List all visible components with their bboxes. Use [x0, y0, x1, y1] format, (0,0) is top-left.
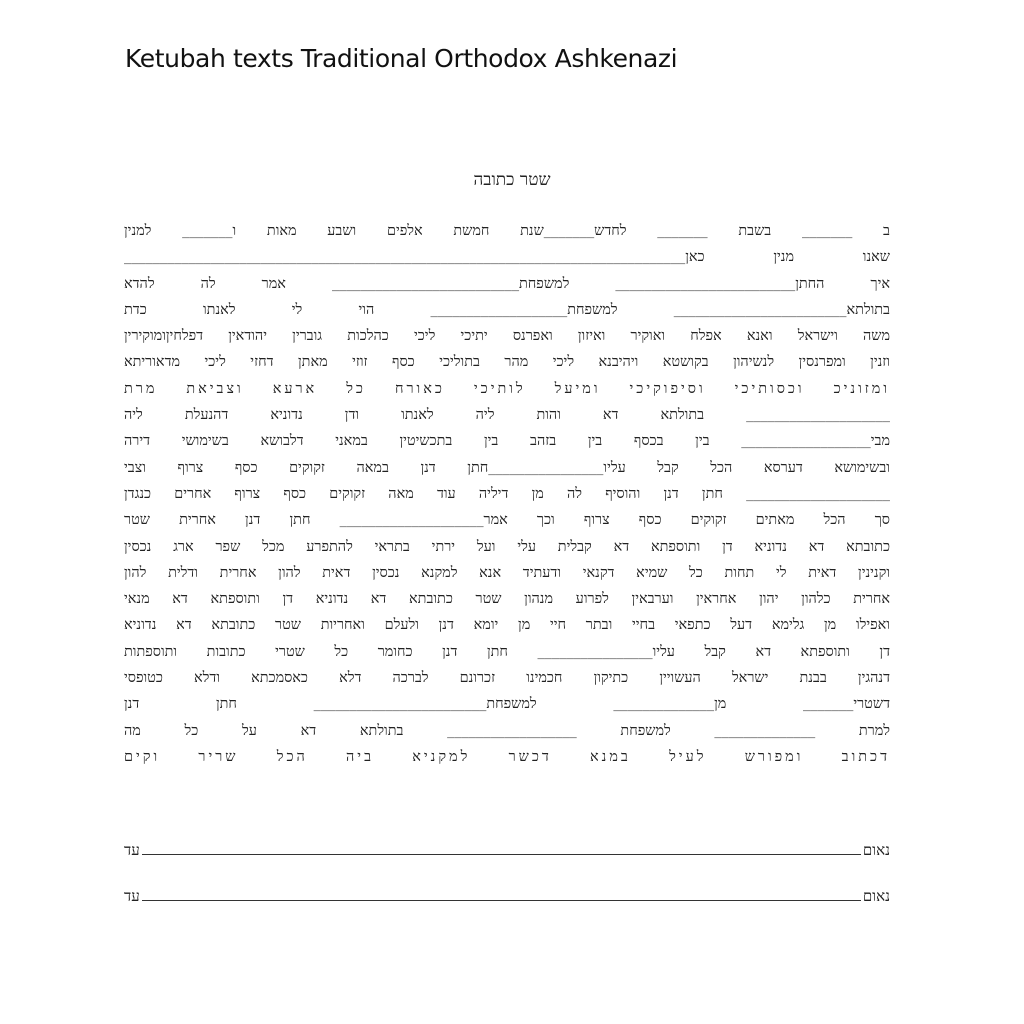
ketubah-line-19: דשטרי_______ מן______________ למשפחת________________________ חתן דנן — [124, 696, 890, 713]
signature-right-label: נאום — [862, 841, 890, 859]
ketubah-line-14: וקנינין דאית לי תחות כל שמיא דקנאי ודעתיד אנא למקנא נכסין דאית להון אחרית ודלית להון — [124, 564, 890, 581]
signature-right-label: נאום — [862, 887, 890, 905]
ketubah-line-2: שאנו מנין כאן______________________________________________________________________________ — [124, 249, 890, 266]
witness-signature-2 — [124, 886, 890, 906]
ketubah-line-16: ואפילו מן גלימא דעל כתפאי בחיי ובתר חיי מן יומא דנן ולעלם ואחריות שטר כתובתא דא נדוניא — [124, 617, 890, 634]
ketubah-line-1: ב _______ בשבת _______ לחדש_______שנת חמשת אלפים ושבע מאות ו_______ למנין — [124, 223, 890, 239]
ketubah-line-6: וזנין ומפרנסין לנשיהון בקושטא ויהיבנא ליכי מהר בתוליכי כסף זוזי מאתן דחזי ליכי מדאוריתא — [124, 354, 890, 371]
signature-line[interactable] — [142, 886, 861, 901]
ketubah-line-11: ____________________ חתן דנן והוסיף לה מן דיליה עוד מאה זקוקים כסף צרוף אחרים כנגדן — [124, 485, 890, 502]
page-title: Ketubah texts Traditional Orthodox Ashkenazi — [125, 44, 678, 73]
ketubah-line-15: אחרית כלהון יהון אחראין וערבאין לפרוע מנהון שטר כתובתא דא נדוניא דן ותוספתא דא מנאי — [124, 591, 890, 608]
witness-signature-1 — [124, 840, 890, 860]
ketubah-line-17: דן ותוספתא דא קבל עליו________________ חתן דנן כחומר כל שטרי כתובות ותוספתות — [124, 643, 890, 660]
signature-line[interactable] — [142, 840, 861, 855]
ketubah-line-12: סך הכל מאתים זקוקים כסף צרוף וכך אמר____________________ חתן דנן אחרית שטר — [124, 512, 890, 529]
ketubah-line-4: בתולתא________________________ למשפחת___________________ הוי לי לאנתו כדת — [124, 301, 890, 318]
signature-left-label: עד — [124, 841, 140, 859]
ketubah-line-8: ____________________ בתולתא דא והות ליה לאנתו ודן נדוניא דהנעלת ליה — [124, 407, 890, 424]
ketubah-line-3: איך החתן_________________________ למשפחת__________________________ אמר לה להדא — [124, 275, 890, 292]
ketubah-line-18: דנהגין בבנת ישראל העשויין כתיקון חכמינו זכרונם לברכה דלא כאסמכתא ודלא כטופסי — [124, 670, 890, 687]
ketubah-line-13: כתובתא דא נדוניא דן ותוספתא דא קבלית עלי ועל ירתי בתראי להתפרע מכל שפר ארג נכסין — [124, 538, 890, 555]
ketubah-line-10: ובשימושא דערסא הכל קבל עליו________________חתן דנן במאה זקוקים כסף צרוף וצבי — [124, 459, 890, 476]
ketubah-line-21: דכתוב ומפורש לעיל במנא דכשר למקניא ביה הכל שריר וקים — [124, 748, 890, 765]
ketubah-text — [124, 218, 890, 770]
ketubah-line-9: מבי__________________ בין בכסף בין בזהב בין בתכשיטין במאני דלבושא בשימושי דירה — [124, 433, 890, 450]
signature-left-label: עד — [124, 887, 140, 905]
ketubah-line-5: משה וישראל ואנא אפלח ואוקיר ואיזון ואפרנס יתיכי ליכי כהלכות גוברין יהודאין דפלחיןומוקירין — [124, 328, 890, 345]
ketubah-heading: שטר כתובה — [473, 170, 551, 190]
ketubah-line-7: ומזוניכ וכסותיכי וסיפוקיכי ומיעל לותיכי כאורח כל ארעא וצביאת מרת — [124, 380, 890, 397]
ketubah-line-20: למרת ______________ למשפחת __________________ בתולתא דא על כל מה — [124, 722, 890, 739]
